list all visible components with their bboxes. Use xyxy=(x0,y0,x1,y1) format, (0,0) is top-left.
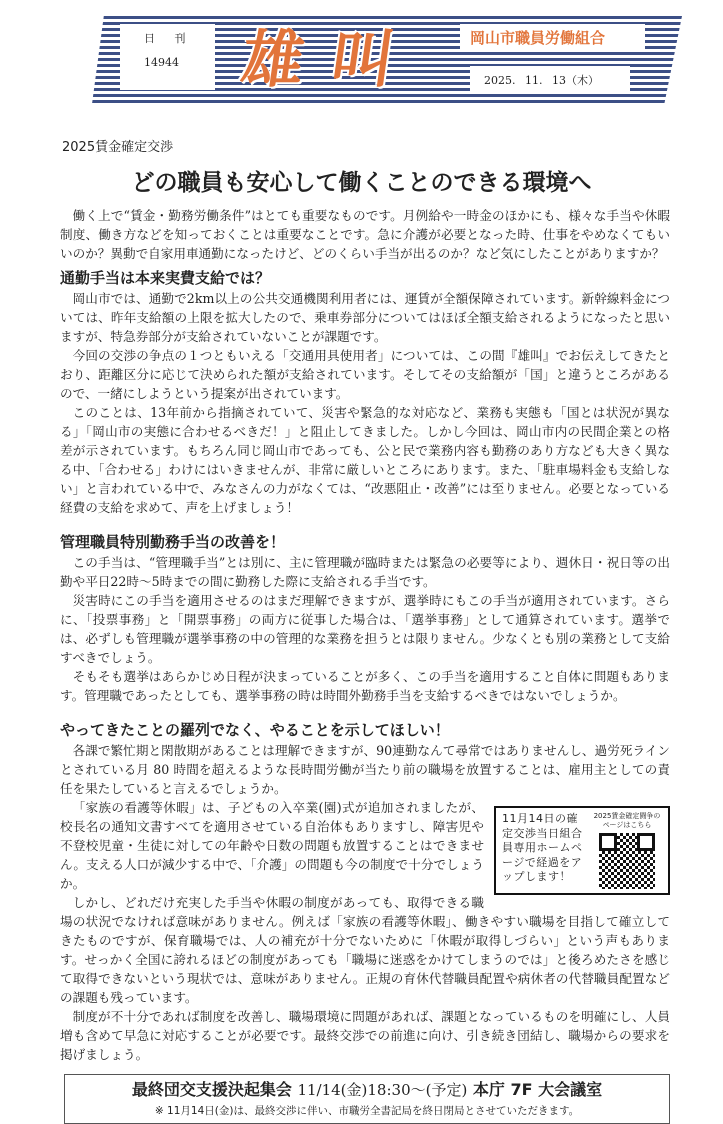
paragraph: 災害時にこの手当を適用させるのはまだ理解できますが、選挙時にもこの手当が適用されています。さらに、「投票事務」と「開票事務」の両方に従事した場合は、「選挙事務」として通算されています。選挙では、必ずしも管理職が選挙事務の中の管理的な業務を担うとは限りません。少なくとも別の業務として支給すべきでしょう。 xyxy=(60,593,670,665)
page-flow xyxy=(60,206,670,1124)
paragraph: このことは、13年前から指摘されていて、災害や緊急的な対応など、業務も実態も「国とは状況が異なる」「岡山市の実態に合わせるべきだ！」と阻止してきました。しかし今回は、岡山市内の民間企業との格差が示されています。もちろん同じ岡山市であっても、公と民で業務内容も勤務のあり方なども大きく異なる中、「合わせる」わけにはいきませんが、非常に厳しいところにあります。また、「駐車場料金も支給しない」と言われている中で、みなさんの力がなくては、“改悪阻止・改善”には至りません。必要となっている経費の支給を求めて、声を上げましょう！ xyxy=(60,405,670,515)
qr-column xyxy=(592,812,662,889)
issue-number: 14944 xyxy=(144,56,179,69)
masthead xyxy=(92,16,682,104)
article-kicker: 2025賃金確定交渉 xyxy=(62,140,174,155)
rally-place: 本庁 7F 大会議室 xyxy=(472,1080,603,1099)
qr-code-icon[interactable] xyxy=(599,833,655,889)
rally-notice xyxy=(64,1074,670,1124)
closure-note: ※ 11月14日(金)は、最終交渉に伴い、市職労全書記局を終日閉局とさせていただきます。 xyxy=(154,1105,580,1117)
paragraph: 「家族の看護等休暇」は、子どもの入卒業(園)式が追加されましたが、校長名の通知文書すべてを適用させている自治体もありますし、障害児や不登校児童・生徒に対しての年齢や日数の問題も放置することはできません。支える人口が減少する中で、「介護」の問題も今の制度で十分でしょうか。 xyxy=(60,800,484,891)
union-name: 岡山市職員労働組合 xyxy=(470,29,606,47)
daily-label: 日 刊 xyxy=(144,32,194,45)
qr-caption: 2025賃金確定闘争のページはこちら xyxy=(593,812,661,829)
section-heading: やってきたことの羅列でなく、やることを示してほしい！ xyxy=(60,721,450,739)
article-title: どの職員も安心して働くことのできる環境へ xyxy=(131,170,592,196)
paragraph: 岡山市では、通勤で2km以上の公共交通機関利用者には、運賃が全額保障されています。新幹線料金については、昨年支給額の上限を拡大したので、乗車券部分についてはほぼ全額支給されるようになったと思いますが、特急券部分が支給されていないことが課題です。 xyxy=(60,291,670,344)
paragraph: そもそも選挙はあらかじめ日程が決まっていることが多く、この手当を適用すること自体に問題もあります。管理職であったとしても、選挙事務の時は時間外勤務手当を支給するべきではないでしょうか。 xyxy=(60,669,670,703)
newsletter-logo: 雄叫 xyxy=(236,23,428,96)
paragraph: この手当は、“管理職手当”とは別に、主に管理職が臨時または緊急の必要等により、週休日・祝日等の出勤や平日22時～5時までの間に勤務した際に支給される手当です。 xyxy=(60,555,670,589)
paragraph: 制度が不十分であれば制度を改善し、職場環境に問題があれば、課題となっているものを明確にし、人員増も含めて早急に対応することが必要です。最終交渉での前進に向け、引き続き団結し、職場からの要求を掲げましょう。 xyxy=(60,1009,670,1062)
article-body xyxy=(60,206,670,1064)
paragraph: 各課で繁忙期と閑散期があることは理解できますが、90連勤なんて尋常ではありませんし、過労死ラインとされている月 80 時間を超えるような長時間労働が当たり前の職場を放置することは、雇用主としての責任を果たしていると言えるでしょうか。 xyxy=(60,743,670,796)
intro-paragraph: 働く上で“賃金・勤務労働条件”はとても重要なものです。月例給や一時金のほかにも、様々な手当や休暇制度、働き方などを知っておくことは重要なことです。急に介護が必要となった時、仕事をやめなくてもいいのか？異動で自家用車通勤になったけど、どのくらい手当が出るのか？など気にしたことがありますか？ xyxy=(60,208,670,261)
homepage-qr-box xyxy=(494,806,670,895)
rally-schedule: 11/14(金)18:30～(予定) xyxy=(297,1081,468,1099)
paragraph: しかし、どれだけ充実した手当や休暇の制度があっても、取得できる職場の状況でなければ意味がありません。例えば「家族の看護等休暇」、働きやすい職場を目指して確立してきたものですが、保育職場では、人の補充が十分でないために「休暇が取得しづらい」という声もあります。せっかく全国に誇れるほどの制度があっても「職場に迷惑をかけてしまうのでは」と後ろめたさを感じて取得できないという現状では、意味がありません。正規の育休代替職員配置や病休者の代替職員配置などの課題も残っています。 xyxy=(60,895,670,1005)
issue-date: 2025. 11. 13（木） xyxy=(484,74,599,87)
rally-title: 最終団交支援決起集会 xyxy=(131,1080,292,1099)
qr-box-text: 11月14日の確定交渉当日組合員専用ホームページで経過をアップします！ xyxy=(502,812,583,883)
paragraph: 今回の交渉の争点の１つともいえる「交通用具使用者」については、この間『雄叫』でお伝えしてきたとおり、距離区分に応じて決められた額が支給されています。そしてその支給額が「国」と違うところがあるので、一緒にしようという提案が出されています。 xyxy=(60,348,670,401)
section-heading: 管理職員特別勤務手当の改善を！ xyxy=(60,533,286,551)
section-heading: 通勤手当は本来実費支給では？ xyxy=(60,269,271,287)
